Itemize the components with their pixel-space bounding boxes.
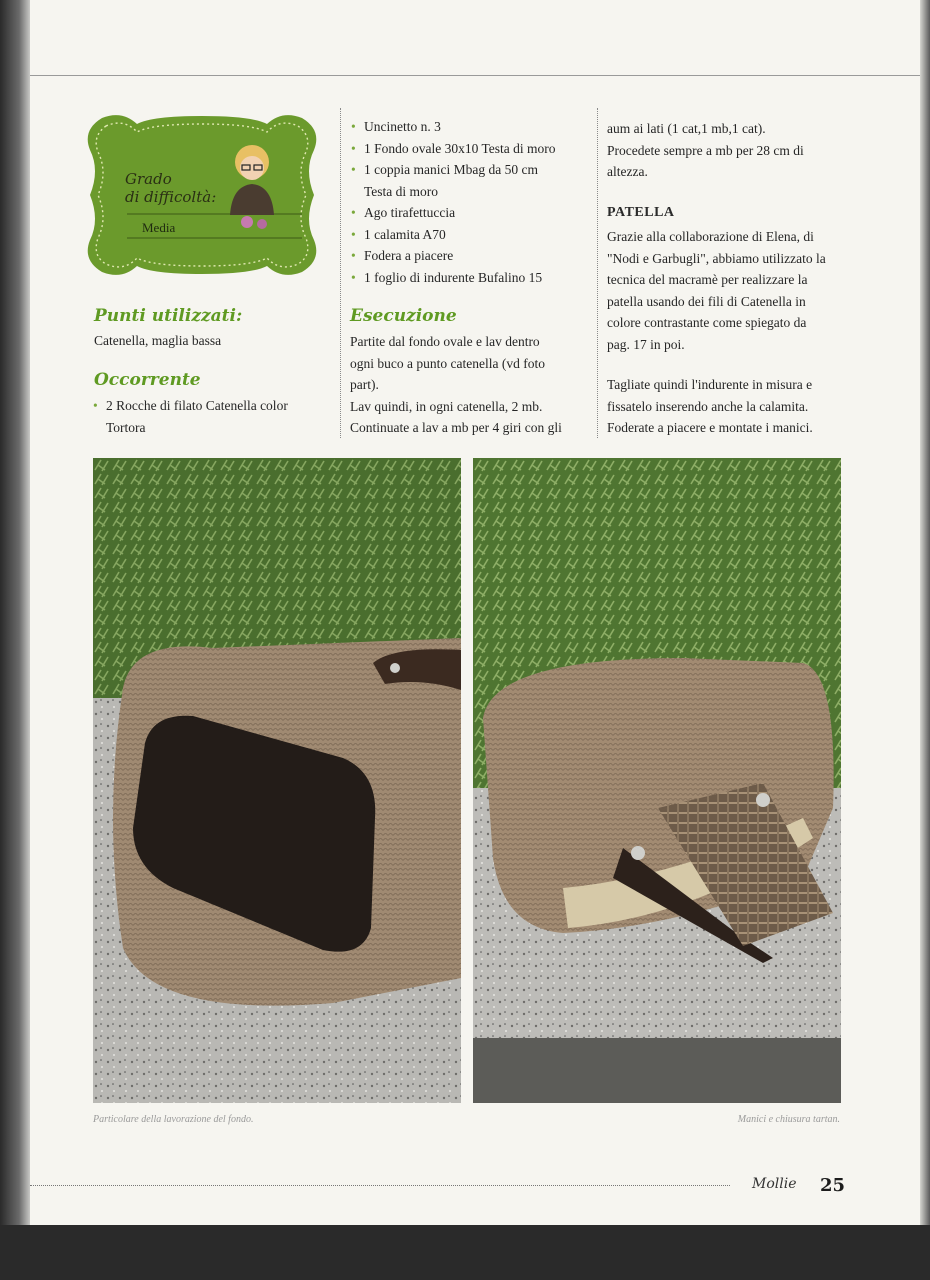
punti-text: Catenella, maglia bassa: [94, 333, 222, 348]
occorrente-item: • 2 Rocche di filato Catenella color: [93, 398, 288, 413]
col3-text: [607, 118, 852, 183]
punti-heading: Punti utilizzati:: [94, 306, 243, 326]
material-item: • 1 Fondo ovale 30x10 Testa di moro: [350, 138, 590, 160]
material-item-continued: Testa di moro: [364, 183, 439, 199]
esecuzione-heading: Esecuzione: [350, 306, 457, 326]
material-item: • 1 coppia manici Mbag da 50 cm: [350, 159, 590, 181]
materials-list: [350, 116, 590, 288]
occorrente-item-text: 2 Rocche di filato Catenella color: [106, 398, 288, 413]
final-line: fissatelo inserendo anche la calamita.: [607, 398, 809, 414]
patella-text: [607, 226, 852, 355]
page-left-edge: [0, 0, 32, 1280]
caption-left: Particolare della lavorazione del fondo.: [93, 1114, 254, 1125]
column-divider: [597, 108, 598, 438]
photo-bag-handles: [473, 458, 841, 1103]
badge-title-line2: di difficoltà:: [125, 188, 217, 206]
material-item: • Uncinetto n. 3: [350, 116, 590, 138]
patella-line: pag. 17 in poi.: [607, 336, 685, 352]
caption-right: Manici e chiusura tartan.: [737, 1114, 840, 1125]
final-text: [607, 374, 852, 439]
top-rule: [30, 75, 920, 76]
page-right-edge: [920, 0, 930, 1280]
patella-line: "Nodi e Garbugli", abbiamo utilizzato la: [607, 250, 826, 266]
occorrente-heading: Occorrente: [94, 370, 201, 390]
magazine-logo: Mollie: [752, 1176, 797, 1192]
material-item: • 1 calamita A70: [350, 224, 590, 246]
material-item: • Ago tirafettuccia: [350, 202, 590, 224]
esecuzione-line: Partite dal fondo ovale e lav dentro: [350, 334, 540, 349]
esecuzione-line: Lav quindi, in ogni catenella, 2 mb.: [350, 398, 543, 414]
patella-line: Grazie alla collaborazione di Elena, di: [607, 229, 814, 244]
col3-line: aum ai lati (1 cat,1 mb,1 cat).: [607, 121, 766, 136]
page-number: 25: [820, 1175, 846, 1196]
esecuzione-line: Continuate a lav a mb per 4 giri con gli: [350, 420, 562, 435]
esecuzione-line: part).: [350, 377, 379, 392]
column-divider: [340, 108, 341, 438]
occorrente-list: [92, 395, 322, 438]
col3-line: Procedete sempre a mb per 28 cm di: [607, 142, 804, 158]
final-line: Foderate a piacere e montate i manici.: [607, 420, 813, 435]
difficulty-level: Media: [142, 220, 176, 235]
badge-title: [125, 170, 216, 206]
final-line: Tagliate quindi l'indurente in misura e: [607, 377, 813, 392]
esecuzione-line: ogni buco a punto catenella (vd foto: [350, 355, 545, 371]
scan-bottom-strip: [0, 1225, 930, 1280]
material-item: • 1 foglio di indurente Bufalino 15: [350, 267, 590, 289]
col3-line: altezza.: [607, 164, 648, 179]
patella-line: patella usando dei fili di Catenella in: [607, 293, 806, 309]
photo-bag-bottom: [93, 458, 461, 1103]
material-item: [350, 181, 590, 203]
patella-line: tecnica del macramè per realizzare la: [607, 272, 808, 287]
patella-line: colore contrastante come spiegato da: [607, 315, 807, 330]
occorrente-item-continued: Tortora: [106, 419, 146, 435]
esecuzione-text: [350, 331, 590, 439]
material-item: • Fodera a piacere: [350, 245, 590, 267]
patella-heading: PATELLA: [607, 205, 675, 220]
footer-rule: [30, 1185, 730, 1186]
badge-title-line1: Grado: [125, 170, 172, 188]
